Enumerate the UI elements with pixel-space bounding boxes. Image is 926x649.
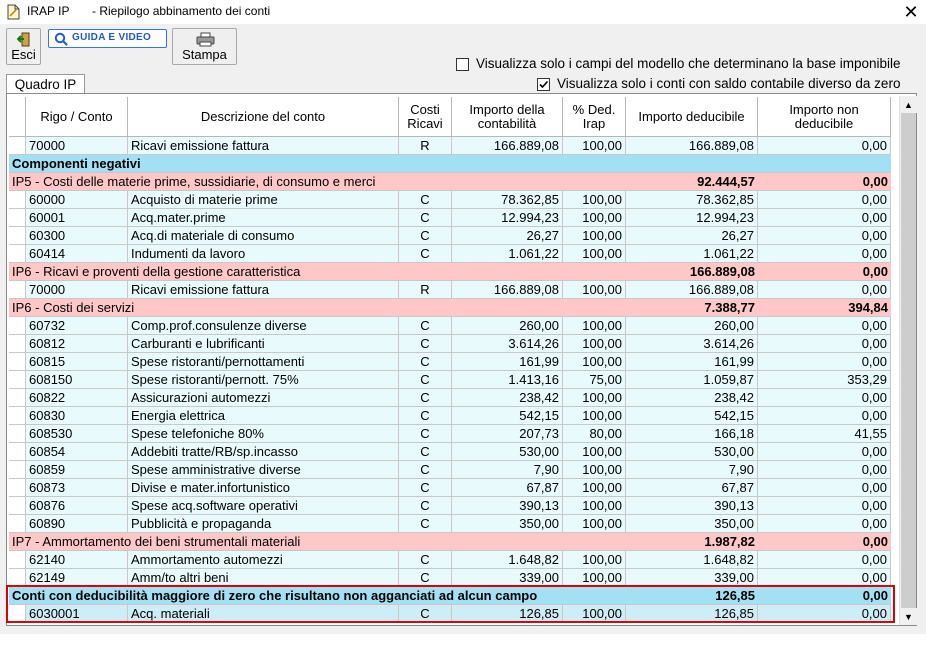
account-code: 60732: [26, 317, 128, 335]
importo-contabilita: 207,73: [452, 425, 563, 443]
importo-deducibile: 238,42: [626, 389, 758, 407]
row-indent-cell: [9, 371, 26, 389]
group-non-deducibile-total: 394,84: [758, 299, 891, 317]
row-indent-cell: [9, 389, 26, 407]
account-description: Assicurazioni automezzi: [128, 389, 399, 407]
app-document-icon: [7, 4, 20, 20]
account-row[interactable]: [9, 281, 891, 299]
importo-deducibile: 339,00: [626, 569, 758, 587]
account-description: Divise e mater.infortunistico: [128, 479, 399, 497]
row-indent-cell: [9, 461, 26, 479]
account-code: 62149: [26, 569, 128, 587]
account-row[interactable]: [9, 137, 891, 155]
account-code: 60001: [26, 209, 128, 227]
account-code: 608530: [26, 425, 128, 443]
scroll-thumb[interactable]: [901, 113, 916, 608]
importo-contabilita: 542,15: [452, 407, 563, 425]
printer-icon: [196, 32, 215, 47]
percent-deducibile: 100,00: [563, 191, 626, 209]
costi-ricavi: C: [399, 371, 452, 389]
importo-non-deducibile: 0,00: [758, 605, 891, 623]
accounts-grid: [9, 97, 891, 649]
scroll-up-icon[interactable]: ▲: [900, 96, 917, 113]
importo-non-deducibile: 0,00: [758, 353, 891, 371]
account-description: Spese ristoranti/pernottamenti: [128, 353, 399, 371]
importo-deducibile: 161,99: [626, 353, 758, 371]
importo-non-deducibile: 0,00: [758, 281, 891, 299]
group-row[interactable]: [9, 533, 891, 551]
group-label: IP7 - Ammortamento dei beni strumentali materiali: [9, 533, 626, 551]
title-bar: [0, 0, 926, 24]
group-row[interactable]: [9, 263, 891, 281]
percent-deducibile: 100,00: [563, 515, 626, 533]
account-row[interactable]: [9, 425, 891, 443]
column-header-importo[interactable]: Importo della contabilità: [452, 97, 563, 137]
only-nonzero-label: Visualizza solo i conti con saldo contabile diverso da zero: [557, 76, 901, 91]
exit-door-icon: [17, 32, 33, 47]
importo-contabilita: 67,87: [452, 479, 563, 497]
costi-ricavi: C: [399, 227, 452, 245]
checkmark-icon: [538, 79, 549, 90]
costi-ricavi: C: [399, 461, 452, 479]
importo-deducibile: 1.059,87: [626, 371, 758, 389]
costi-ricavi: C: [399, 353, 452, 371]
account-row[interactable]: [9, 353, 891, 371]
column-header-rigo[interactable]: Rigo / Conto: [26, 97, 128, 137]
row-indent-cell: [9, 227, 26, 245]
importo-deducibile: 166.889,08: [626, 281, 758, 299]
account-code: 60812: [26, 335, 128, 353]
account-code: 60859: [26, 461, 128, 479]
importo-contabilita: 339,00: [452, 569, 563, 587]
row-indent-cell: [9, 317, 26, 335]
tab-quadro-ip[interactable]: Quadro IP: [6, 74, 85, 94]
importo-deducibile: 166,18: [626, 425, 758, 443]
account-row[interactable]: [9, 371, 891, 389]
account-code: 62140: [26, 551, 128, 569]
importo-contabilita: 166.889,08: [452, 281, 563, 299]
costi-ricavi: C: [399, 317, 452, 335]
group-deducibile-total: 126,85: [626, 587, 758, 605]
account-description: Ricavi emissione fattura: [128, 281, 399, 299]
importo-non-deducibile: 0,00: [758, 443, 891, 461]
row-indent-cell: [9, 479, 26, 497]
importo-non-deducibile: 0,00: [758, 335, 891, 353]
row-indent-cell: [9, 353, 26, 371]
stampa-button[interactable]: [172, 28, 237, 65]
esci-label: Esci: [11, 47, 36, 62]
costi-ricavi: C: [399, 569, 452, 587]
percent-deducibile: 100,00: [563, 605, 626, 623]
importo-contabilita: 12.994,23: [452, 209, 563, 227]
row-indent-cell: [9, 425, 26, 443]
group-deducibile-total: 92.444,57: [626, 173, 758, 191]
row-indent-cell: [9, 137, 26, 155]
column-header-nondeducibile[interactable]: Importo non deducibile: [758, 97, 891, 137]
row-indent-cell: [9, 443, 26, 461]
importo-non-deducibile: 41,55: [758, 425, 891, 443]
importo-deducibile: 3.614,26: [626, 335, 758, 353]
importo-contabilita: 260,00: [452, 317, 563, 335]
account-description: Acq.mater.prime: [128, 209, 399, 227]
importo-contabilita: 1.061,22: [452, 245, 563, 263]
costi-ricavi: C: [399, 551, 452, 569]
close-icon[interactable]: ✕: [903, 2, 919, 22]
group-row[interactable]: [9, 299, 891, 317]
account-row[interactable]: [9, 443, 891, 461]
account-code: 608150: [26, 371, 128, 389]
percent-deducibile: 100,00: [563, 551, 626, 569]
importo-non-deducibile: 0,00: [758, 245, 891, 263]
account-row[interactable]: [9, 407, 891, 425]
account-description: Indumenti da lavoro: [128, 245, 399, 263]
group-non-deducibile-total: 0,00: [758, 533, 891, 551]
account-description: Energia elettrica: [128, 407, 399, 425]
guida-video-button[interactable]: [48, 29, 167, 48]
importo-contabilita: 530,00: [452, 443, 563, 461]
account-description: Ammortamento automezzi: [128, 551, 399, 569]
percent-deducibile: 100,00: [563, 227, 626, 245]
column-header-descr[interactable]: Descrizione del conto: [128, 97, 399, 137]
column-header-deducibile[interactable]: Importo deducibile: [626, 97, 758, 137]
header-indent-cell: [9, 97, 26, 137]
percent-deducibile: 80,00: [563, 425, 626, 443]
row-indent-cell: [9, 407, 26, 425]
account-code: 70000: [26, 281, 128, 299]
account-row[interactable]: [9, 317, 891, 335]
importo-non-deducibile: 0,00: [758, 209, 891, 227]
costi-ricavi: C: [399, 425, 452, 443]
importo-contabilita: 238,42: [452, 389, 563, 407]
importo-deducibile: 26,27: [626, 227, 758, 245]
scroll-down-icon[interactable]: ▼: [900, 608, 917, 625]
importo-deducibile: 260,00: [626, 317, 758, 335]
percent-deducibile: 100,00: [563, 245, 626, 263]
stampa-label: Stampa: [182, 47, 227, 62]
percent-deducibile: 100,00: [563, 317, 626, 335]
account-row[interactable]: [9, 551, 891, 569]
group-label: Conti con deducibilità maggiore di zero che risultano non agganciati ad alcun campo: [9, 587, 626, 605]
account-row[interactable]: [9, 209, 891, 227]
account-row[interactable]: [9, 335, 891, 353]
importo-deducibile: 166.889,08: [626, 137, 758, 155]
account-description: Spese ristoranti/pernott. 75%: [128, 371, 399, 389]
account-row[interactable]: [9, 227, 891, 245]
row-indent-cell: [9, 515, 26, 533]
section-row[interactable]: [9, 155, 891, 173]
account-description: Acquisto di materie prime: [128, 191, 399, 209]
costi-ricavi: C: [399, 443, 452, 461]
importo-non-deducibile: 0,00: [758, 515, 891, 533]
importo-deducibile: 126,85: [626, 605, 758, 623]
row-indent-cell: [9, 191, 26, 209]
importo-non-deducibile: 0,00: [758, 317, 891, 335]
row-indent-cell: [9, 497, 26, 515]
account-description: Spese amministrative diverse: [128, 461, 399, 479]
account-code: 60854: [26, 443, 128, 461]
importo-contabilita: 7,90: [452, 461, 563, 479]
account-row[interactable]: [9, 245, 891, 263]
group-row[interactable]: [9, 173, 891, 191]
account-row[interactable]: [9, 569, 891, 587]
costi-ricavi: C: [399, 389, 452, 407]
percent-deducibile: 100,00: [563, 281, 626, 299]
importo-contabilita: 166.889,08: [452, 137, 563, 155]
percent-deducibile: 100,00: [563, 461, 626, 479]
percent-deducibile: 100,00: [563, 479, 626, 497]
magnifier-icon: [54, 32, 68, 46]
percent-deducibile: 100,00: [563, 443, 626, 461]
account-row[interactable]: [9, 479, 891, 497]
account-code: 60873: [26, 479, 128, 497]
group-non-deducibile-total: 0,00: [758, 587, 891, 605]
account-description: Ricavi emissione fattura: [128, 137, 399, 155]
account-description: Amm/to altri beni: [128, 569, 399, 587]
guida-label: GUIDA E VIDEO: [72, 32, 152, 43]
group-label: IP6 - Costi dei servizi: [9, 299, 626, 317]
importo-non-deducibile: 353,29: [758, 371, 891, 389]
importo-non-deducibile: 0,00: [758, 551, 891, 569]
costi-ricavi: C: [399, 245, 452, 263]
account-description: Acq.di materiale di consumo: [128, 227, 399, 245]
section-label: Componenti negativi: [9, 155, 891, 173]
costi-ricavi: C: [399, 497, 452, 515]
group-label: IP6 - Ricavi e proventi della gestione caratteristica: [9, 263, 626, 281]
checkbox-box[interactable]: [456, 58, 469, 71]
percent-deducibile: 100,00: [563, 497, 626, 515]
row-indent-cell: [9, 245, 26, 263]
importo-contabilita: 126,85: [452, 605, 563, 623]
row-indent-cell: [9, 209, 26, 227]
account-code: 60830: [26, 407, 128, 425]
unlinked-summary-row[interactable]: [9, 587, 891, 605]
account-description: Pubblicità e propaganda: [128, 515, 399, 533]
row-indent-cell: [9, 605, 26, 623]
importo-deducibile: 67,87: [626, 479, 758, 497]
percent-deducibile: 100,00: [563, 137, 626, 155]
account-row[interactable]: [9, 191, 891, 209]
account-description: Comp.prof.consulenze diverse: [128, 317, 399, 335]
importo-deducibile: 12.994,23: [626, 209, 758, 227]
importo-non-deducibile: 0,00: [758, 461, 891, 479]
costi-ricavi: R: [399, 137, 452, 155]
account-code: 60822: [26, 389, 128, 407]
row-indent-cell: [9, 551, 26, 569]
importo-deducibile: 390,13: [626, 497, 758, 515]
percent-deducibile: 100,00: [563, 353, 626, 371]
account-code: 60414: [26, 245, 128, 263]
importo-contabilita: 78.362,85: [452, 191, 563, 209]
costi-ricavi: C: [399, 191, 452, 209]
percent-deducibile: 100,00: [563, 569, 626, 587]
importo-non-deducibile: 0,00: [758, 497, 891, 515]
importo-deducibile: 542,15: [626, 407, 758, 425]
group-non-deducibile-total: 0,00: [758, 263, 891, 281]
importo-deducibile: 1.061,22: [626, 245, 758, 263]
account-description: Spese acq.software operativi: [128, 497, 399, 515]
vertical-scrollbar[interactable]: [899, 96, 916, 625]
group-deducibile-total: 166.889,08: [626, 263, 758, 281]
grid-header: [9, 97, 891, 137]
importo-deducibile: 350,00: [626, 515, 758, 533]
importo-contabilita: 161,99: [452, 353, 563, 371]
importo-contabilita: 1.413,16: [452, 371, 563, 389]
costi-ricavi: C: [399, 479, 452, 497]
importo-non-deducibile: 0,00: [758, 479, 891, 497]
importo-contabilita: 26,27: [452, 227, 563, 245]
app-title: IRAP IP: [27, 4, 70, 18]
percent-deducibile: 100,00: [563, 407, 626, 425]
costi-ricavi: C: [399, 515, 452, 533]
costi-ricavi: R: [399, 281, 452, 299]
costi-ricavi: C: [399, 605, 452, 623]
importo-non-deducibile: 0,00: [758, 569, 891, 587]
group-non-deducibile-total: 0,00: [758, 173, 891, 191]
costi-ricavi: C: [399, 335, 452, 353]
importo-contabilita: 3.614,26: [452, 335, 563, 353]
account-code: 60300: [26, 227, 128, 245]
percent-deducibile: 100,00: [563, 209, 626, 227]
account-code: 60000: [26, 191, 128, 209]
importo-non-deducibile: 0,00: [758, 191, 891, 209]
importo-contabilita: 350,00: [452, 515, 563, 533]
checkbox-box[interactable]: [537, 78, 550, 91]
window-subtitle: - Riepilogo abbinamento dei conti: [92, 4, 271, 18]
account-description: Acq. materiali: [128, 605, 399, 623]
importo-non-deducibile: 0,00: [758, 227, 891, 245]
row-indent-cell: [9, 281, 26, 299]
costi-ricavi: C: [399, 407, 452, 425]
importo-non-deducibile: 0,00: [758, 389, 891, 407]
percent-deducibile: 75,00: [563, 371, 626, 389]
account-row[interactable]: [9, 389, 891, 407]
column-header-ded[interactable]: % Ded. Irap: [563, 97, 626, 137]
account-row[interactable]: [9, 515, 891, 533]
importo-deducibile: 7,90: [626, 461, 758, 479]
group-label: IP5 - Costi delle materie prime, sussidiarie, di consumo e merci: [9, 173, 626, 191]
importo-non-deducibile: 0,00: [758, 407, 891, 425]
percent-deducibile: 100,00: [563, 389, 626, 407]
account-description: Spese telefoniche 80%: [128, 425, 399, 443]
importo-deducibile: 530,00: [626, 443, 758, 461]
account-code: 60890: [26, 515, 128, 533]
account-description: Addebiti tratte/RB/sp.incasso: [128, 443, 399, 461]
account-code: 6030001: [26, 605, 128, 623]
percent-deducibile: 100,00: [563, 335, 626, 353]
group-deducibile-total: 7.388,77: [626, 299, 758, 317]
only-fields-label: Visualizza solo i campi del modello che determinano la base imponibile: [476, 56, 901, 71]
row-indent-cell: [9, 569, 26, 587]
importo-non-deducibile: 0,00: [758, 137, 891, 155]
account-row[interactable]: [9, 497, 891, 515]
account-row[interactable]: [9, 605, 891, 623]
column-header-costi[interactable]: Costi Ricavi: [399, 97, 452, 137]
importo-deducibile: 78.362,85: [626, 191, 758, 209]
esci-button[interactable]: [6, 28, 41, 65]
account-description: Carburanti e lubrificanti: [128, 335, 399, 353]
row-indent-cell: [9, 335, 26, 353]
importo-deducibile: 1.648,82: [626, 551, 758, 569]
account-code: 70000: [26, 137, 128, 155]
account-code: 60815: [26, 353, 128, 371]
account-row[interactable]: [9, 461, 891, 479]
group-deducibile-total: 1.987,82: [626, 533, 758, 551]
importo-contabilita: 1.648,82: [452, 551, 563, 569]
costi-ricavi: C: [399, 209, 452, 227]
importo-contabilita: 390,13: [452, 497, 563, 515]
account-code: 60876: [26, 497, 128, 515]
